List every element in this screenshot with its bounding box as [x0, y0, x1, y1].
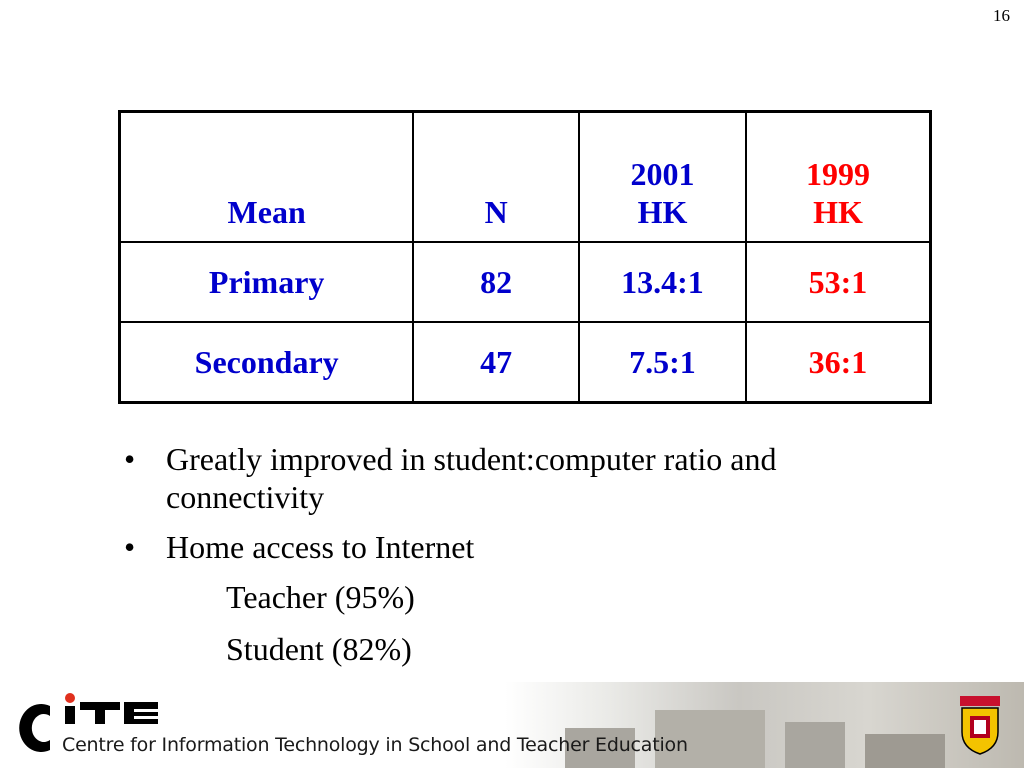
- sub-item-teacher: Teacher (95%): [226, 579, 415, 615]
- header-mean: Mean: [120, 112, 414, 243]
- bullet-text-line: connectivity: [166, 479, 325, 515]
- bullet-item: [118, 440, 938, 516]
- row-n: 47: [413, 322, 579, 403]
- header-2001-region: HK: [637, 194, 688, 230]
- sub-item-student: Student (82%): [226, 631, 412, 667]
- page-number: 16: [993, 6, 1010, 25]
- header-1999-hk: [746, 112, 931, 243]
- table-row: [120, 242, 931, 322]
- header-n: N: [413, 112, 579, 243]
- university-crest-icon: [956, 694, 1004, 756]
- row-label: Secondary: [120, 322, 414, 403]
- table-row: [120, 322, 931, 403]
- row-2001: 7.5:1: [579, 322, 746, 403]
- row-1999: 36:1: [746, 322, 931, 403]
- footer-banner: [0, 682, 1024, 768]
- row-label: Primary: [120, 242, 414, 322]
- ratio-table: [118, 110, 932, 404]
- bullet-text: [166, 440, 777, 516]
- header-1999-region: HK: [813, 194, 863, 230]
- cite-logo-ite-icon: [62, 692, 162, 726]
- bullet-list: [118, 440, 938, 682]
- bullet-text-line: Greatly improved in student:computer ratio and: [166, 441, 777, 477]
- bullet-mark: •: [124, 441, 136, 477]
- organization-name: Centre for Information Technology in School and Teacher Education: [62, 734, 688, 756]
- bullet-text: Home access to Internet: [166, 529, 475, 565]
- bullet-item: [118, 528, 938, 566]
- row-n: 82: [413, 242, 579, 322]
- header-1999-year: 1999: [805, 156, 870, 192]
- row-2001: 13.4:1: [579, 242, 746, 322]
- header-2001-year: 2001: [630, 156, 695, 192]
- bullet-mark: •: [124, 529, 136, 565]
- row-1999: 53:1: [746, 242, 931, 322]
- table-header-row: [120, 112, 931, 243]
- cite-logo-c-icon: [10, 696, 56, 760]
- header-2001-hk: [579, 112, 746, 243]
